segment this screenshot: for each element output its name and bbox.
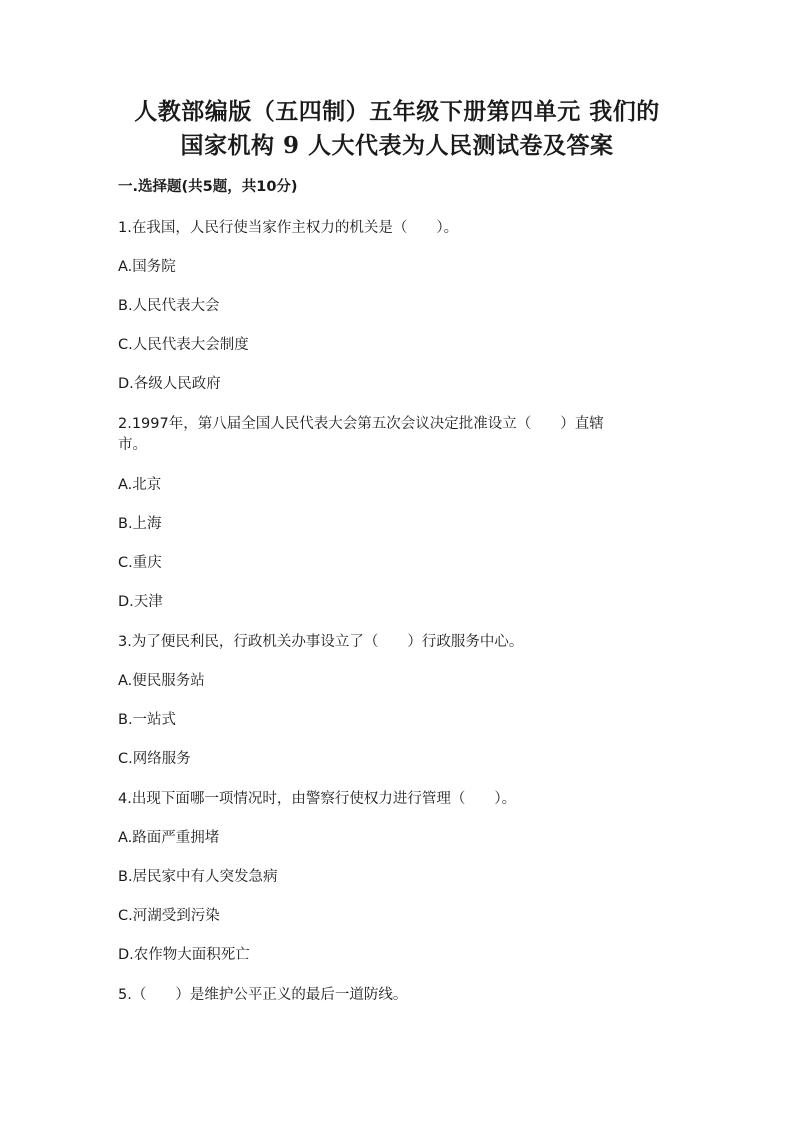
question-3-option-c: C.网络服务 [118, 751, 191, 767]
question-1-stem: 1.在我国，人民行使当家作主权力的机关是（ ）。 [118, 220, 459, 236]
question-2-option-c: C.重庆 [118, 555, 162, 571]
question-3-stem: 3.为了便民利民，行政机关办事设立了（ ）行政服务中心。 [118, 634, 524, 650]
question-1-option-b: B.人民代表大会 [118, 298, 220, 314]
question-4-option-b: B.居民家中有人突发急病 [118, 869, 278, 885]
question-1-option-c: C.人民代表大会制度 [118, 337, 249, 353]
question-4-option-c: C.河湖受到污染 [118, 908, 220, 924]
document-title-line-2: 国家机构 9 人大代表为人民测试卷及答案 [180, 132, 614, 159]
question-2-option-d: D.天津 [118, 594, 163, 610]
question-3-option-b: B.一站式 [118, 712, 177, 728]
question-2-stem-line-2: 市。 [118, 437, 147, 453]
question-1-option-d: D.各级人民政府 [118, 376, 221, 392]
question-2-stem-line-1: 2.1997年，第八届全国人民代表大会第五次会议决定批准设立（ ）直辖 [118, 416, 604, 432]
question-1-option-a: A.国务院 [118, 259, 176, 275]
question-5-stem: 5.（ ）是维护公平正义的最后一道防线。 [118, 987, 408, 1003]
question-4-option-d: D.农作物大面积死亡 [118, 947, 250, 963]
section-heading: 一.选择题(共5题，共10分) [118, 179, 298, 195]
question-2-option-b: B.上海 [118, 516, 162, 532]
question-3-option-a: A.便民服务站 [118, 673, 205, 689]
question-4-option-a: A.路面严重拥堵 [118, 830, 220, 846]
question-4-stem: 4.出现下面哪一项情况时，由警察行使权力进行管理（ ）。 [118, 791, 517, 807]
question-2-option-a: A.北京 [118, 477, 162, 493]
document-title-line-1: 人教部编版（五四制）五年级下册第四单元 我们的 [134, 98, 660, 125]
